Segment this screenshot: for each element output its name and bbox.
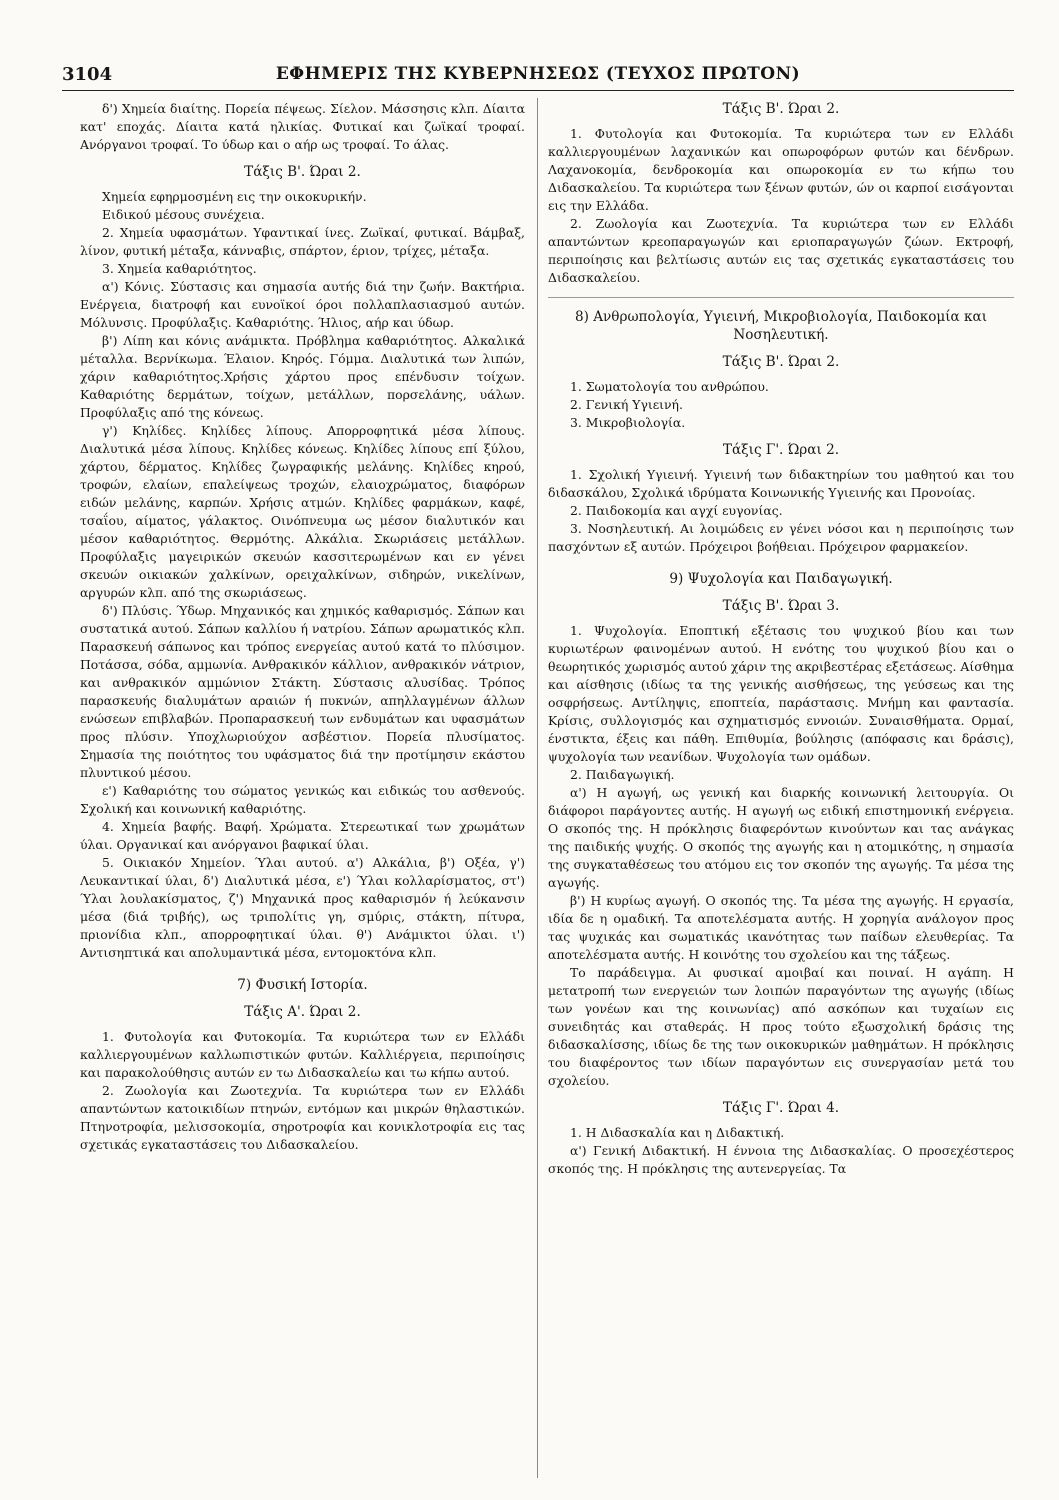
class-heading: Τάξις Γ'. Ώραι 2. [722, 442, 840, 458]
paragraph: 2. Ζωολογία και Ζωοτεχνία. Τα κυριώτερα των εν Ελλάδι απαντώντων κρεοπαραγωγών και εριοπαραγωγών ζώων. Εκτροφή, περιποίησις και βελτίωσις αυτών εις τας σχετικάς εγκαταστάσεις του Διδασκαλείου. [548, 216, 1014, 285]
paragraph: β') Λίπη και κόνις ανάμικτα. Πρόβλημα καθαριότητος. Αλκαλικά μέταλλα. Βερνίκωμα. Έλαιον. Κηρός. Γόμμα. Διαλυτικά των λιπών, χάριν καθαριότητος.Χρήσις χάρτου προς επένδυσιν τοίχων. Καθαριότης δερμάτων, τοίχων, μετάλλων, πορσελάνης, υάλων. Προφύλαξις από της κόνεως. [80, 333, 525, 420]
paragraph: 2. Χημεία υφασμάτων. Υφαντικαί ίνες. Ζωϊκαί, φυτικαί. Βάμβαξ, λίνον, φυτική μέταξα, κάνναβις, σπάρτον, έριον, τρίχες, μέταξα. [80, 225, 525, 258]
class-heading: Τάξις Α'. Ώραι 2. [244, 1004, 361, 1020]
paragraph: 2. Ζωολογία και Ζωοτεχνία. Τα κυριώτερα των εν Ελλάδι απαντώντων κατοικιδίων πτηνών, εντόμων και μικρών θηλαστικών. Πτηνοτροφία, μελισσοκομία, σηροτροφία και κονικλοτροφία εις τας σχετικάς εγκαταστάσεις του Διδασκαλείου. [80, 1083, 525, 1152]
paragraph: δ') Πλύσις. Ύδωρ. Μηχανικός και χημικός καθαρισμός. Σάπων και συστατικά αυτού. Σάπων καλλίου ή νατρίου. Σάπων αρωματικός κλπ. Παρασκευή σάπωνος και τρόπος ενεργείας αυτού κατά το πλύσιμον. Ποτάσσα, σόδα, αμμωνία. Ανθρακικόν κάλλιον, ανθρακικόν νάτριον, και ανθρακικόν αμμώνιον Στάκτη. Σύστασις αλυσίδας. Τρόπος παρασκευής διαλυμάτων αραιών ή πυκνών, απηλλαγμένων άλλων ενώσεων επιβλαβών. Προπαρασκευή των ενδυμάτων και υφασμάτων προς πλύσιν. Υποχλωριούχον ασβέστιον. Πορεία πλυσίματος. Σημασία της ποιότητος του υφάσματος διά την προτίμησιν εκάστου πλυντικού μέσου. [80, 603, 525, 780]
paragraph: Χημεία εφηρμοσμένη εις την οικοκυρικήν. [102, 189, 367, 204]
class-heading: Τάξις Γ'. Ώραι 4. [722, 1100, 840, 1116]
page-header [62, 62, 1014, 91]
class-heading: Τάξις Β'. Ώραι 2. [244, 164, 361, 180]
paragraph: 4. Χημεία βαφής. Βαφή. Χρώματα. Στερεωτικαί των χρωμάτων ύλαι. Οργανικαί και ανόργανοι βαφικαί ύλαι. [80, 819, 525, 852]
separator [548, 297, 1014, 298]
paragraph: 1. Ψυχολογία. Εποπτική εξέτασις του ψυχικού βίου και των κυριωτέρων φαινομένων αυτού. Η ενότης του ψυχικού βίου και ο θεωρητικός χωρισμός αυτού χάριν της ακριβεστέρας εξετάσεως. Αίσθημα και αίσθησις (ιδίως τα της γενικής αισθήσεως, της γεύσεως και της οσφρήσεως. Αντίληψις, εποπτεία, παράστασις. Μνήμη και φαντασία. Κρίσις, συλλογισμός και σχηματισμός εννοιών. Συναισθήματα. Ορμαί, ένστικτα, έξεις και πάθη. Επιθυμία, βούλησις (απόφασις και δράσις), ψυχολογία των νεανίδων. Ψυχολογία των ομάδων. [548, 623, 1014, 764]
paragraph: 3. Νοσηλευτική. Αι λοιμώδεις εν γένει νόσοι και η περιποίησις των πασχόντων εξ αυτών. Πρόχειροι βοήθειαι. Πρόχειρον φαρμακείον. [548, 521, 1014, 554]
column-divider [537, 98, 538, 1478]
paragraph: α') Γενική Διδακτική. Η έννοια της Διδασκαλίας. Ο προσεχέστερος σκοπός της. Η πρόκλησις της αυτενεργείας. Τα [548, 1143, 1014, 1176]
paragraph: β') Η κυρίως αγωγή. Ο σκοπός της. Τα μέσα της αγωγής. Η εργασία, ιδία δε η ομαδική. Τα αποτελέσματα αυτής. Η χορηγία ανάλογον προς τας ψυχικάς και σωματικάς ικανότητας των παίδων ελευθερίας. Τα αποτελέσματα αυτής. Η κοινότης του σχολείου και της τάξεως. [548, 893, 1014, 962]
paragraph: Ειδικού μέσους συνέχεια. [102, 207, 265, 222]
class-heading: Τάξις Β'. Ώραι 3. [722, 598, 840, 614]
section-heading: 9) Ψυχολογία και Παιδαγωγική. [669, 571, 893, 587]
paragraph: Το παράδειγμα. Αι φυσικαί αμοιβαί και ποιναί. Η αγάπη. Η μετατροπή των ενεργειών των λοιπών παραγόντων της αγωγής (ιδίως των γονέων και της κοινωνίας) από ασκόπων και τυχαίων εις συνειδητάς και σταθεράς. Η προς τούτο εξωσχολική δράσις της διδασκαλίσσης, ιδίως δε της των οικοκυρικών μαθημάτων. Η πρόκλησις του διαφέροντος των ιδίων παραγόντων εις συνεργασίαν μετά του σχολείου. [548, 965, 1014, 1088]
paragraph: ε') Καθαριότης του σώματος γενικώς και ειδικώς του ασθενούς. Σχολική και κοινωνική καθαριότης. [80, 783, 525, 816]
paragraph: 1. Σχολική Υγιεινή. Υγιεινή των διδακτηρίων του μαθητού και του διδασκάλου, Σχολικά ιδρύματα Κοινωνικής Υγιεινής και Προνοίας. [548, 467, 1014, 500]
paragraph: 1. Φυτολογία και Φυτοκομία. Τα κυριώτερα των εν Ελλάδι καλλιεργουμένων λαχανικών και οπωροφόρων φυτών και δένδρων. Λαχανοκομία, δενδροκομία και οπωροκομία εν τω κήπω του Διδασκαλείου. Τα κυριώτερα των ξένων φυτών, ών οι καρποί εισάγονται εις την Ελλάδα. [548, 126, 1014, 213]
running-title: ΕΦΗΜΕΡΙΣ ΤΗΣ ΚΥΒΕΡΝΗΣΕΩΣ (ΤΕΥΧΟΣ ΠΡΩΤΟΝ) [275, 64, 801, 84]
list-item: 3. Μικροβιολογία. [570, 415, 686, 430]
paragraph: α') Η αγωγή, ως γενική και διαρκής κοινωνική λειτουργία. Οι διάφοροι παράγοντες αυτής. Η αγωγή ως ειδική επιστημονική ενέργεια. Ο σκοπός της. Η πρόκλησις διαφερόντων κινούντων και τας ανάγκας της παιδικής ψυχής. Ο σκοπός της αγωγής και η ατομικότης, η σημασία της συγκαταθέσεως του ατόμου εις τον σκοπόν της αγωγής. Τα μέσα της αγωγής. [548, 785, 1014, 890]
paragraph: 1. Φυτολογία και Φυτοκομία. Τα κυριώτερα των εν Ελλάδι καλλιεργουμένων καλλωπιστικών φυτών. Καλλιέργεια, περιποίησις και παρακολούθησις αυτών εν τω Διδασκαλείω και τω κήπω αυτού. [80, 1029, 525, 1080]
section-heading: 7) Φυσική Ιστορία. [237, 977, 368, 993]
paragraph: 5. Οικιακόν Χημείον. Ύλαι αυτού. α') Αλκάλια, β') Οξέα, γ') Λευκαντικαί ύλαι, δ') Διαλυτικά μέσα, ε') Ύλαι κολλαρίσματος, στ') Ύλαι λουλακίσματος, ζ') Μηχανικά προς καθαρισμόν ή λεύκανσιν μέσα (διά τριβής), ως τριπολίτις γη, σμύρις, στάκτη, πίτυρα, πριονίδια κλπ., απορροφητικαί ύλαι. θ') Ανάμικτοι ύλαι. ι') Αντισηπτικά και απολυμαντικά μέσα, εντομοκτόνα κλπ. [80, 855, 525, 960]
list-item: 2. Γενική Υγιεινή. [570, 397, 683, 412]
class-heading: Τάξις Β'. Ώραι 2. [722, 101, 840, 117]
paragraph: α') Κόνις. Σύστασις και σημασία αυτής διά την ζωήν. Βακτήρια. Ενέργεια, διατροφή και ευνοϊκοί όροι πολλαπλασιασμού αυτών. Μόλυνσις. Προφύλαξις. Καθαριότης. Ήλιος, αήρ και ύδωρ. [80, 279, 525, 330]
section-heading: 8) Ανθρωπολογία, Υγιεινή, Μικροβιολογία, Παιδοκομία και Νοσηλευτική. [574, 309, 988, 343]
paragraph: 2. Παιδοκομία και αγχί ευγονίας. [570, 503, 783, 518]
page-number: 3104 [62, 64, 113, 85]
paragraph: γ') Κηλίδες. Κηλίδες λίπους. Απορροφητικά μέσα λίπους. Διαλυτικά μέσα λίπους. Κηλίδες κόνεως. Κηλίδες λίπους επί ξύλου, χάρτου, δέρματος. Κηλίδες ζωγραφικής μελάνης. Κηλίδες κηρού, τροφών, ελαίων, επαλείψεως τροχών, ελαιοχρώματος, διαφόρων ειδών μελάνης, καρπών. Χρήσις ατμών. Κηλίδες φαρμάκων, καφέ, τσαΐου, αίματος, γάλακτος. Οινόπνευμα ως μέσον διαλυτικόν και μέσον καθαριότητος. Θερμότης. Αλκάλια. Σκωριάσεις μετάλλων. Προφύλαξις μαγειρικών σκευών κασσιτερωμένων και εν γένει σκευών οικιακών χαλκίνων, ορειχαλκίνων, σιδηρών, νικελίνων, αργυρών κλπ. από της σκωριάσεως. [80, 423, 525, 600]
right-column [548, 100, 1014, 1178]
list-item: 1. Σωματολογία του ανθρώπου. [570, 379, 769, 394]
paragraph: 2. Παιδαγωγική. [570, 767, 675, 782]
left-column [80, 100, 525, 1154]
paragraph: δ') Χημεία διαίτης. Πορεία πέψεως. Σίελον. Μάσσησις κλπ. Δίαιτα κατ' εποχάς. Δίαιτα κατά ηλικίας. Φυτικαί και ζωϊκαί τροφαί. Ανόργανοι τροφαί. Το ύδωρ και ο αήρ ως τροφαί. Το άλας. [80, 101, 525, 152]
class-heading: Τάξις Β'. Ώραι 2. [722, 354, 840, 370]
paragraph: 1. Η Διδασκαλία και η Διδακτική. [570, 1125, 785, 1140]
paragraph: 3. Χημεία καθαριότητος. [102, 261, 257, 276]
